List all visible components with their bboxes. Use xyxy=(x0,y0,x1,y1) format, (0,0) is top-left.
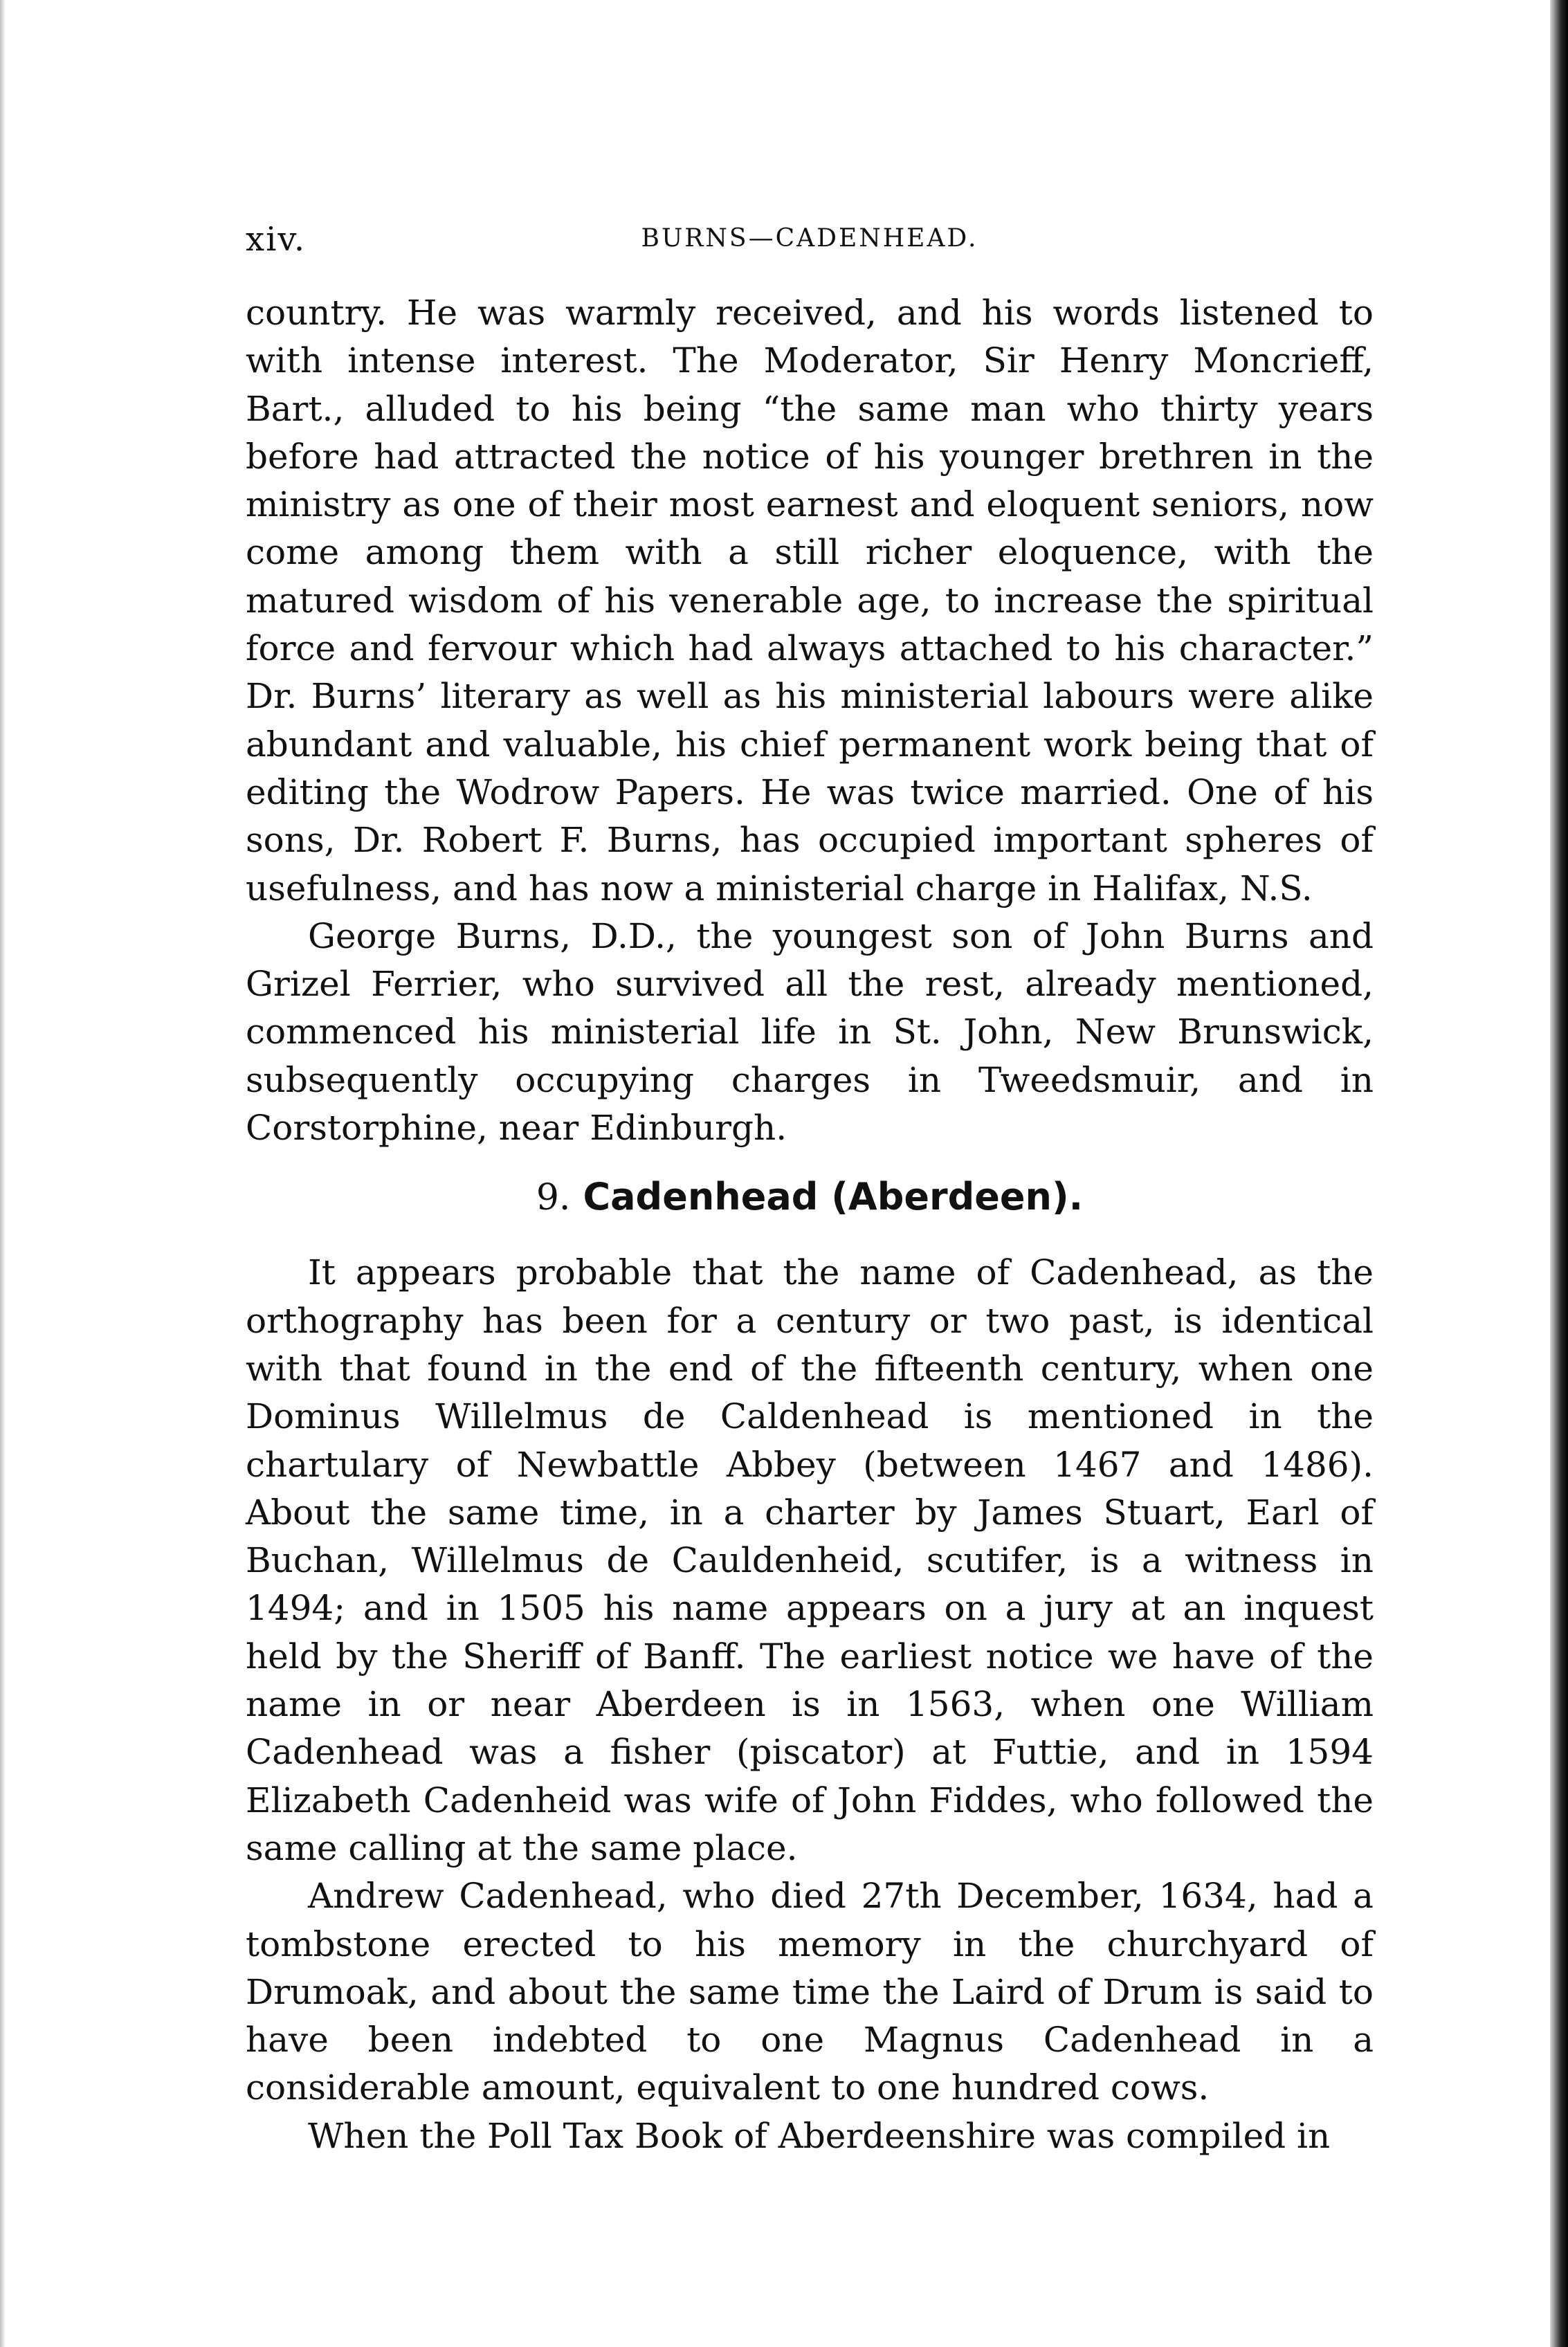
page-header xyxy=(246,220,1374,262)
page-left-edge xyxy=(0,0,6,2347)
paragraph-andrew-cadenhead: Andrew Cadenhead, who died 27th December, 1634, had a tombstone erected to his memory in the churchyard of Drumoak, and about the same time the Laird of Drum is said to have been indebted to one Magnus Cadenhead in a considerable amount, equivalent to one hundred cows. xyxy=(246,1876,1374,2108)
running-head: BURNS—CADENHEAD. xyxy=(641,224,978,253)
section-heading xyxy=(246,1152,1374,1249)
page-right-edge xyxy=(1550,0,1568,2347)
page-number: xiv. xyxy=(246,220,307,259)
body-text xyxy=(246,289,1374,2160)
section-title: Cadenhead (Aberdeen). xyxy=(583,1175,1084,1219)
paragraph-poll-tax: When the Poll Tax Book of Aberdeenshire was compiled in xyxy=(308,2115,1331,2156)
paragraph-burns-continued: country. He was warmly received, and his words listened to with intense interest. The Moderator, Sir Henry Moncrieff, Bart., alluded to his being “the same man who thirty years before had attracted the notice of his younger brethren in the ministry as one of their most earnest and eloquent seniors, now come among them with a still richer eloquence, with the matured wisdom of his venerable age, to increase the spiritual force and fervour which had always attached to his character.” Dr. Burns’ literary as well as his ministerial labours were alike abundant and valuable, his chief permanent work being that of editing the Wodrow Papers. He was twice married. One of his sons, Dr. Robert F. Burns, has occupied important spheres of usefulness, and has now a ministerial charge in Halifax, N.S. xyxy=(246,293,1374,908)
paragraph-george-burns: George Burns, D.D., the youngest son of John Burns and Grizel Ferrier, who survived all the rest, already mentioned, commenced his ministerial life in St. John, New Brunswick, subsequently occupying charges in Tweedsmuir, and in Corstorphine, near Edinburgh. xyxy=(246,915,1374,1149)
section-number: 9. xyxy=(536,1177,571,1219)
paragraph-cadenhead-origin: It appears probable that the name of Cadenhead, as the orthography has been for a century or two past, is identical with that found in the end of the fifteenth century, when one Dominus Willelmus de Caldenhead is mentioned in the chartulary of Newbattle Abbey (between 1467 and 1486). About the same time, in a charter by James Stuart, Earl of Buchan, Willelmus de Cauldenheid, scutifer, is a witness in 1494; and in 1505 his name appears on a jury at an inquest held by the Sheriff of Banff. The earliest notice we have of the name in or near Aberdeen is in 1563, when one William Cadenhead was a fisher (piscator) at Futtie, and in 1594 Elizabeth Cadenheid was wife of John Fiddes, who followed the same calling at the same place. xyxy=(246,1252,1374,1868)
